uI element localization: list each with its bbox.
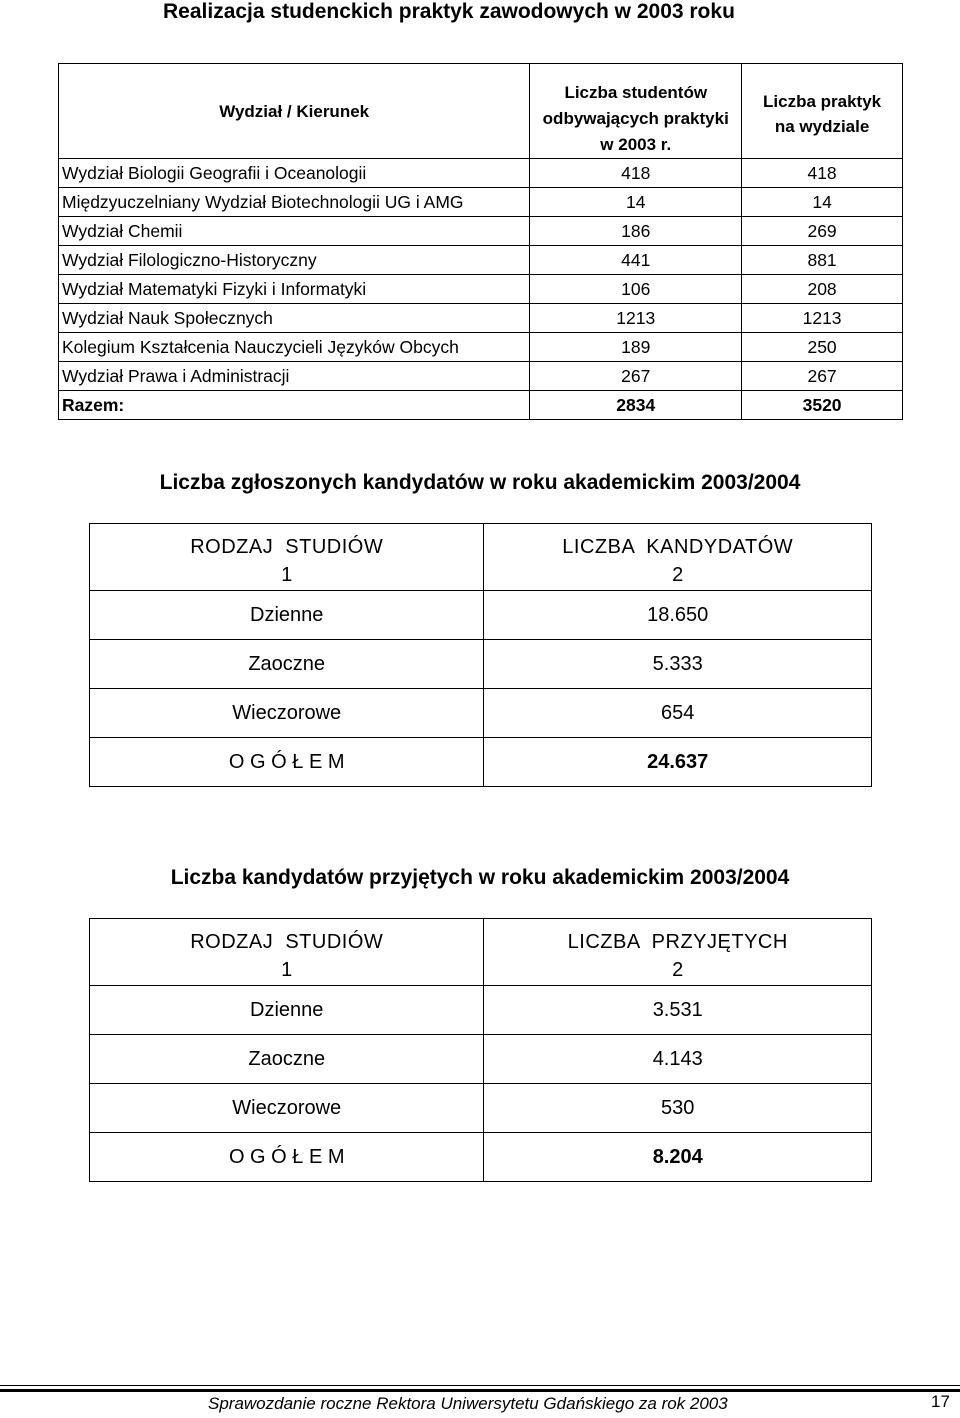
students-count: 418 xyxy=(530,159,742,188)
practices-count: 1213 xyxy=(742,304,903,333)
total-value: 8.204 xyxy=(484,1133,872,1182)
department-name: Międzyuczelniany Wydział Biotechnologii UG i AMG xyxy=(59,188,530,217)
table-row xyxy=(90,1035,872,1084)
department-name: Kolegium Kształcenia Nauczycieli Języków Obcych xyxy=(59,333,530,362)
practices-count: 267 xyxy=(742,362,903,391)
table-row xyxy=(90,689,872,738)
header-department: Wydział / Kierunek xyxy=(59,64,530,159)
table-row xyxy=(59,275,903,304)
header-study-type: RODZAJ STUDIÓW xyxy=(90,524,484,561)
department-name: Wydział Matematyki Fizyki i Informatyki xyxy=(59,275,530,304)
students-count: 186 xyxy=(530,217,742,246)
admitted-header-row xyxy=(90,919,872,956)
study-type: Dzienne xyxy=(90,591,484,640)
practices-count: 14 xyxy=(742,188,903,217)
table-row xyxy=(59,188,903,217)
footer-caption: Sprawozdanie roczne Rektora Uniwersytetu Gdańskiego za rok 2003 xyxy=(208,1394,728,1413)
study-type: Dzienne xyxy=(90,986,484,1035)
page-number: 17 xyxy=(931,1392,950,1411)
header-candidates-count: LICZBA KANDYDATÓW xyxy=(484,524,872,561)
header-practices-line1: Liczba praktyk xyxy=(763,92,882,111)
department-name: Wydział Biologii Geografii i Oceanologii xyxy=(59,159,530,188)
total-label: O G Ó Ł E M xyxy=(90,1133,484,1182)
table-header-row xyxy=(59,64,903,159)
table-row xyxy=(90,986,872,1035)
admitted-title: Liczba kandydatów przyjętych w roku akademickim 2003/2004 xyxy=(170,866,790,889)
table-row xyxy=(90,640,872,689)
header-students-line1: Liczba studentów xyxy=(564,83,708,102)
department-name: Wydział Filologiczno-Historyczny xyxy=(59,246,530,275)
department-name: Wydział Nauk Społecznych xyxy=(59,304,530,333)
admitted-value: 3.531 xyxy=(484,986,872,1035)
students-count: 267 xyxy=(530,362,742,391)
practices-count: 250 xyxy=(742,333,903,362)
students-count: 14 xyxy=(530,188,742,217)
table-row xyxy=(59,362,903,391)
department-name: Wydział Prawa i Administracji xyxy=(59,362,530,391)
practices-count: 208 xyxy=(742,275,903,304)
total-row xyxy=(59,391,903,420)
admitted-value: 4.143 xyxy=(484,1035,872,1084)
practices-count: 881 xyxy=(742,246,903,275)
study-type: Wieczorowe xyxy=(90,689,484,738)
total-students: 2834 xyxy=(530,391,742,420)
candidates-value: 5.333 xyxy=(484,640,872,689)
admitted-table xyxy=(89,918,872,1182)
column-number-1: 1 xyxy=(90,560,484,591)
study-type: Wieczorowe xyxy=(90,1084,484,1133)
candidates-header-row xyxy=(90,524,872,561)
total-practices: 3520 xyxy=(742,391,903,420)
study-type: Zaoczne xyxy=(90,1035,484,1084)
header-practices xyxy=(742,64,903,159)
study-type: Zaoczne xyxy=(90,640,484,689)
table-row xyxy=(59,217,903,246)
footer-divider-thin xyxy=(0,1385,960,1386)
table-row xyxy=(59,159,903,188)
header-admitted-count: LICZBA PRZYJĘTYCH xyxy=(484,919,872,956)
department-name: Wydział Chemii xyxy=(59,217,530,246)
table-row xyxy=(59,246,903,275)
admitted-value: 530 xyxy=(484,1084,872,1133)
column-number-2: 2 xyxy=(484,955,872,986)
total-value: 24.637 xyxy=(484,738,872,787)
candidates-title: Liczba zgłoszonych kandydatów w roku akademickim 2003/2004 xyxy=(159,471,801,494)
table-row xyxy=(90,1084,872,1133)
header-students-line3: w 2003 r. xyxy=(600,135,672,154)
total-row xyxy=(90,1133,872,1182)
footer-divider-thick xyxy=(0,1389,960,1392)
candidates-value: 654 xyxy=(484,689,872,738)
header-students-line2: odbywających praktyki xyxy=(542,109,729,128)
header-practices-line2: na wydziale xyxy=(774,117,870,136)
practices-table xyxy=(58,63,903,420)
total-row xyxy=(90,738,872,787)
table-row xyxy=(90,591,872,640)
practices-count: 269 xyxy=(742,217,903,246)
students-count: 189 xyxy=(530,333,742,362)
students-count: 441 xyxy=(530,246,742,275)
students-count: 1213 xyxy=(530,304,742,333)
total-label: Razem: xyxy=(59,391,530,420)
candidates-value: 18.650 xyxy=(484,591,872,640)
table-row xyxy=(59,304,903,333)
header-study-type: RODZAJ STUDIÓW xyxy=(90,919,484,956)
practices-count: 418 xyxy=(742,159,903,188)
column-number-row xyxy=(90,560,872,591)
students-count: 106 xyxy=(530,275,742,304)
candidates-table xyxy=(89,523,872,787)
total-label: O G Ó Ł E M xyxy=(90,738,484,787)
column-number-row xyxy=(90,955,872,986)
header-students xyxy=(530,64,742,159)
column-number-1: 1 xyxy=(90,955,484,986)
page-title: Realizacja studenckich praktyk zawodowych w 2003 roku xyxy=(163,0,735,23)
table-row xyxy=(59,333,903,362)
column-number-2: 2 xyxy=(484,560,872,591)
